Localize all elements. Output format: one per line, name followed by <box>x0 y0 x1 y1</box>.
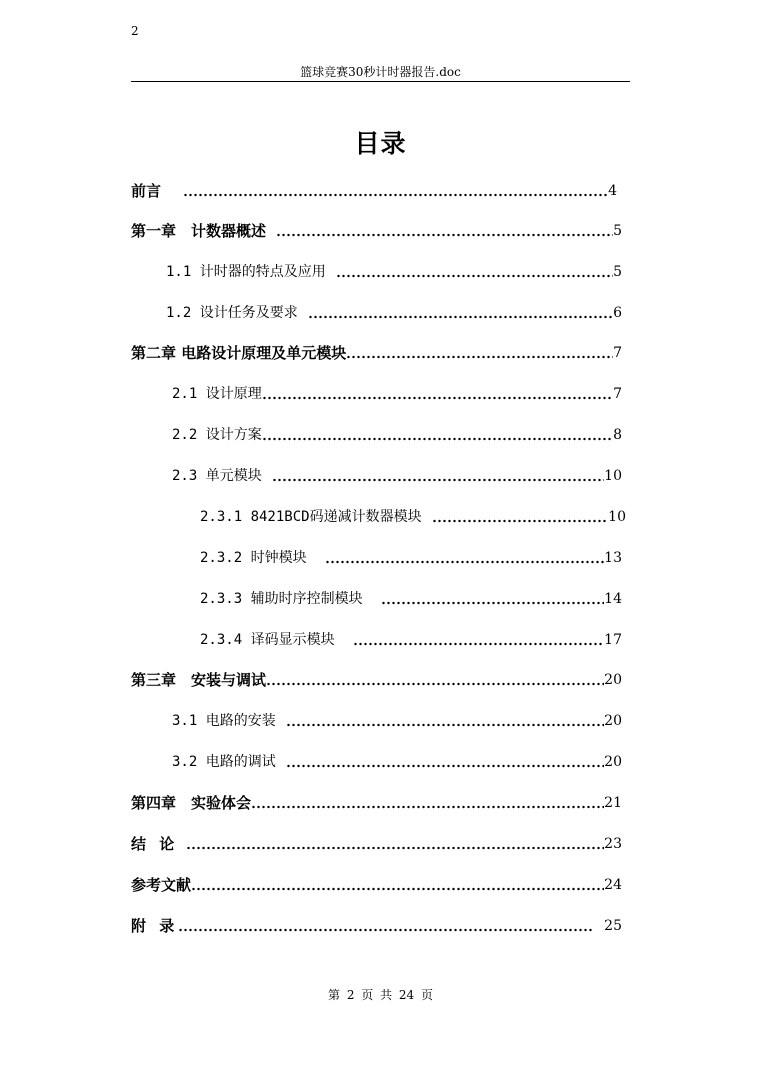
toc-entry-page: 13 <box>604 550 622 566</box>
toc-entry-references[interactable] <box>131 875 622 895</box>
toc-entry-label: 附 录 <box>131 917 179 935</box>
toc-entry-label: 2.3 单元模块 <box>172 468 262 484</box>
toc-entry-page: 25 <box>604 918 622 934</box>
toc-entry-appendix[interactable] <box>131 916 622 936</box>
toc-entry-2-3-3[interactable] <box>200 589 622 609</box>
toc-entry-page: 20 <box>604 754 622 770</box>
toc-entry-chapter-3[interactable] <box>131 670 622 690</box>
toc-entry-page: 20 <box>604 672 622 688</box>
toc-entry-label: 第三章 安装与调试 <box>131 671 267 689</box>
toc-leader-dots <box>381 601 605 605</box>
toc-leader-dots <box>432 519 609 523</box>
toc-leader-dots <box>325 560 605 564</box>
toc-entry-page: 4 <box>608 183 617 199</box>
toc-entry-page: 7 <box>613 386 622 402</box>
toc-entry-preface[interactable] <box>131 181 617 201</box>
toc-entry-label: 3.2 电路的调试 <box>172 754 276 770</box>
toc-entry-page: 5 <box>613 264 622 280</box>
toc-entry-label: 2.2 设计方案 <box>172 427 262 443</box>
toc-leader-dots <box>183 193 608 197</box>
toc-entry-page: 8 <box>613 427 622 443</box>
toc-entry-1-1[interactable] <box>166 262 622 282</box>
toc-leader-dots <box>251 805 604 809</box>
toc-leader-dots <box>276 233 613 237</box>
toc-entry-3-2[interactable] <box>172 752 622 772</box>
toc-entry-label: 结 论 <box>131 835 179 853</box>
toc-entry-1-2[interactable] <box>166 303 622 323</box>
toc-leader-dots <box>308 315 613 319</box>
toc-entry-page: 23 <box>604 836 622 852</box>
toc-entry-label: 前言 <box>131 182 162 200</box>
toc-leader-dots <box>286 723 604 727</box>
toc-entry-2-1[interactable] <box>172 384 622 404</box>
toc-entry-label: 第二章 电路设计原理及单元模块 <box>131 344 347 362</box>
toc-leader-dots <box>353 642 605 646</box>
toc-entry-chapter-4[interactable] <box>131 793 622 813</box>
toc-leader-dots <box>191 887 604 891</box>
toc-entry-label: 3.1 电路的安装 <box>172 713 276 729</box>
toc-entry-label: 2.1 设计原理 <box>172 386 262 402</box>
header-page-number: 2 <box>131 24 139 38</box>
toc-entry-chapter-1[interactable] <box>131 221 622 241</box>
toc-entry-conclusion[interactable] <box>131 834 622 854</box>
toc-entry-chapter-2[interactable] <box>131 343 622 363</box>
toc-entry-page: 10 <box>608 509 626 525</box>
toc-title: 目录 <box>354 129 407 158</box>
toc-leader-dots <box>286 764 604 768</box>
toc-entry-page: 10 <box>604 468 622 484</box>
header-document-title: 篮球竞赛30秒计时器报告.doc <box>300 65 461 79</box>
toc-entry-label: 第一章 计数器概述 <box>131 222 267 240</box>
toc-leader-dots <box>262 437 613 441</box>
header-divider <box>131 81 630 82</box>
toc-entry-2-3-1[interactable] <box>200 507 626 527</box>
toc-leader-dots <box>266 682 604 686</box>
toc-entry-page: 21 <box>604 795 622 811</box>
toc-leader-dots <box>186 846 604 850</box>
toc-entry-page: 17 <box>604 632 622 648</box>
toc-entry-page: 7 <box>613 345 622 361</box>
footer-page-info: 第 2 页 共 24 页 <box>328 988 433 1002</box>
toc-entry-page: 24 <box>604 877 622 893</box>
toc-leader-dots <box>178 928 594 932</box>
toc-entry-label: 第四章 实验体会 <box>131 794 252 812</box>
toc-entry-label: 1.2 设计任务及要求 <box>166 305 298 321</box>
toc-entry-label: 参考文献 <box>131 876 192 894</box>
toc-entry-label: 2.3.3 辅助时序控制模块 <box>200 591 363 607</box>
toc-entry-label: 1.1 计时器的特点及应用 <box>166 264 326 280</box>
toc-entry-label: 2.3.4 译码显示模块 <box>200 632 335 648</box>
toc-leader-dots <box>346 355 613 359</box>
toc-entry-2-3-2[interactable] <box>200 548 622 568</box>
toc-entry-label: 2.3.1 8421BCD码递减计数器模块 <box>200 509 422 525</box>
toc-entry-label: 2.3.2 时钟模块 <box>200 550 307 566</box>
toc-entry-page: 14 <box>604 591 622 607</box>
toc-entry-page: 20 <box>604 713 622 729</box>
toc-entry-page: 6 <box>613 305 622 321</box>
toc-entry-2-3[interactable] <box>172 466 622 486</box>
toc-entry-page: 5 <box>613 223 622 239</box>
toc-leader-dots <box>262 396 613 400</box>
toc-entry-3-1[interactable] <box>172 711 622 731</box>
toc-entry-2-2[interactable] <box>172 425 622 445</box>
toc-leader-dots <box>272 478 604 482</box>
toc-leader-dots <box>336 274 613 278</box>
toc-entry-2-3-4[interactable] <box>200 630 622 650</box>
